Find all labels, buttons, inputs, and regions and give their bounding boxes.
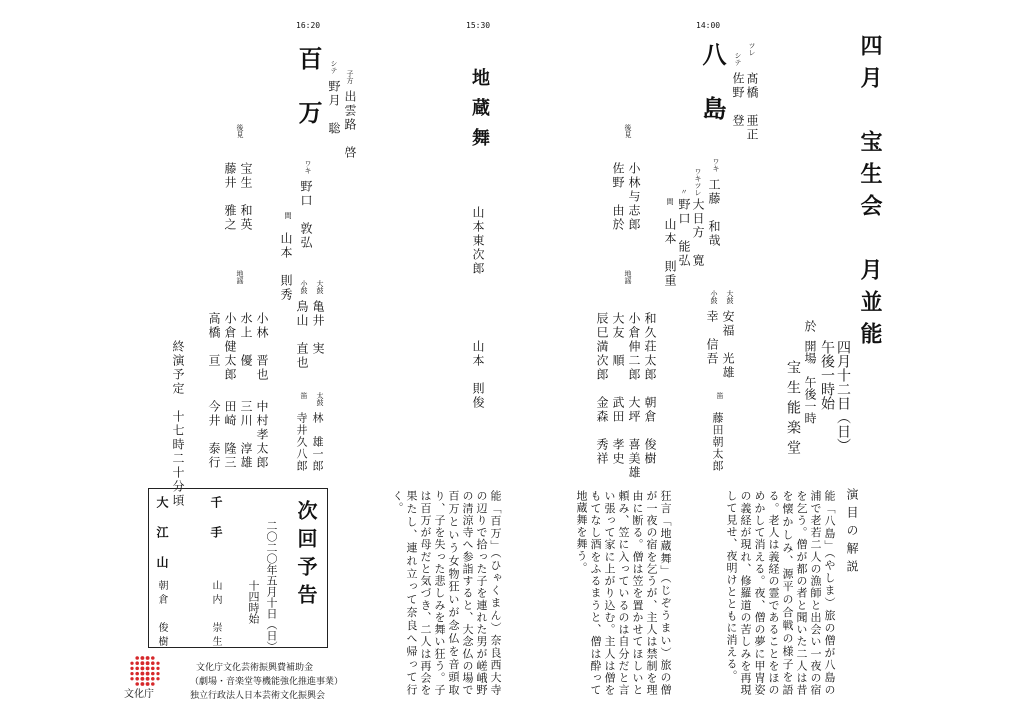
- play-title: 地蔵舞: [469, 68, 490, 158]
- logo-dot: [156, 672, 159, 675]
- program-sheet: 四月 宝生会 月並能 四月十二日（日） 午後一時始 開場 午後一時 於 宝生能楽堂 14:00 八島 ツレ 髙橋 亜正 シテ 佐野 登 ワキ 工藤 和哉 ワキツレ 大日方 寛 〃 野口 能弘 間 山本 則重 大鼓 安福 光雄 小鼓 幸 信吾 笛 藤田朝太郎 後見 小林与志郎 佐野 由於 地謡 和久荘太郎 小倉伸二郎 大友 順 辰巳満次郎 朝倉 俊樹 大坪 喜美雄 武田 孝史 金森 秀祥 15:30 地蔵舞 山本東次郎 山本 則俊 16:20 百万 子方 出雲路 啓 シテ 野月 聡 ワキ 野口 敦弘 間 山本 則秀 大鼓 亀井 実 小鼓 鳥山 直也 太鼓 林 雄一郎 笛 寺井久八郎 後見 宝生 和英 藤井 雅之 地謡 小林 晋也 水上 優 小倉健太郎 高橋 亘 中村孝太郎 三川 淳雄 田崎 隆三 今井 泰行 終演予定 十七時二十分頃 演目の解説 能「八島」（やしま）旅の僧が八島の浦で老若二人の漁師と出会い一夜の宿を乞う。僧が都の者と聞いた二人は昔を懐かしみ、源平の合戦の様子を語る。老人は義経の霊であることをほのめかして消える。夜、僧の夢に甲冑姿の義経が現れ、修羅道の苦しみを再現して見せ、夜明けとともに消える。 狂言「地蔵舞」（じぞうまい）旅の僧が一夜の宿を乞うが、主人は禁制を理由に断る。僧は笠を置かせてほしいと頼み、笠に入っているのは自分だと言い張って家に上がり込む。主人は僧をもてなし酒をふるまうと、僧は酔って地蔵舞を舞う。 能「百万」（ひゃくまん）奈良西大寺の辺りで拾った子を連れた男が嵯峨野の清涼寺へ参詣すると、大念仏の場で百万という女物狂いが念仏を音頭取り、子を失った悲しみを舞い狂う。子は百万が母だと気づき、二人は再会を果たし、連れ立って奈良へ帰って行く。 次回予告 二〇二〇年五月十日（日） 十四時始 千手 山内 崇生 大江山 朝倉 俊樹 文化庁 文化庁文化芸術振興費補助金 （劇場・音楽堂等機能強化推進事業） 独立行政法人日本芸術文化振興会: [0, 0, 1024, 724]
- kyogen-cast-2: 山本 則俊: [471, 340, 485, 410]
- logo-dot: [146, 666, 150, 670]
- bunkacho-logo-icon: [128, 654, 162, 688]
- cast-waki: 野口 敦弘: [299, 180, 313, 250]
- next-date: 二〇二〇年五月十日（日）: [265, 520, 278, 652]
- jiutai-4: 辰巳満次郎: [595, 312, 609, 382]
- cast-ai: 山本 則重: [663, 218, 677, 288]
- logo-dot: [140, 672, 144, 676]
- play-title: 百万: [294, 46, 322, 154]
- logo-dot: [146, 682, 150, 686]
- logo-dot: [130, 667, 133, 670]
- venue-prefix: 於: [803, 320, 817, 332]
- jiutai-5: 中村孝太郎: [255, 400, 269, 470]
- musician-kotsuzumi: 幸 信吾: [705, 310, 719, 366]
- next-play-2-shite: 朝倉 俊樹: [156, 580, 167, 650]
- event-venue: 宝生能楽堂: [785, 360, 801, 460]
- logo-dot: [151, 661, 155, 665]
- next-play-1-shite: 山内 崇生: [210, 580, 221, 650]
- cast-wakitsure-2: 野口 能弘: [677, 198, 691, 268]
- musician-fue: 藤田朝太郎: [711, 412, 724, 472]
- jiutai-3: 小倉健太郎: [223, 312, 237, 382]
- event-open: 開場 午後一時: [803, 340, 817, 424]
- logo-dot: [135, 656, 139, 660]
- jiutai-8: 今井 泰行: [207, 400, 221, 470]
- logo-dot: [140, 682, 144, 686]
- jiutai-7: 田崎 隆三: [223, 400, 237, 470]
- cast-shite: 野月 聡: [327, 80, 341, 136]
- jiutai-6: 三川 淳雄: [239, 400, 253, 470]
- jiutai-7: 武田 孝史: [611, 396, 625, 466]
- logo-dot: [130, 677, 133, 680]
- musician-otsuzumi: 亀井 実: [311, 300, 325, 356]
- sponsor-line-2: （劇場・音楽堂等機能強化推進事業）: [190, 677, 344, 687]
- sponsor-line-3: 独立行政法人日本芸術文化振興会: [190, 691, 326, 701]
- logo-dot: [146, 656, 150, 660]
- logo-dot: [156, 677, 159, 680]
- logo-dot: [156, 667, 159, 670]
- end-time: 終演予定 十七時二十分頃: [171, 340, 185, 508]
- logo-dot: [140, 656, 144, 660]
- description-jizomai: 狂言「地蔵舞」（じぞうまい）旅の僧が一夜の宿を乞うが、主人は禁制を理由に断る。僧は笠を置かせてほしいと頼み、笠に入っているのは自分だと言い張って家に上がり込む。主人は僧をもてなし酒をふるまうと、僧は酔って地蔵舞を舞う。: [575, 490, 672, 696]
- play-time: 14:00: [696, 21, 721, 30]
- koken-1: 小林与志郎: [627, 162, 641, 232]
- logo-dot: [140, 661, 144, 665]
- logo-dot: [151, 682, 155, 686]
- koken-2: 藤井 雅之: [223, 162, 237, 232]
- next-time: 十四時始: [247, 580, 260, 624]
- logo-dot: [140, 677, 144, 681]
- cast-shite: 佐野 登: [731, 72, 745, 128]
- jiutai-2: 水上 優: [239, 312, 253, 368]
- cast-tsure: 髙橋 亜正: [745, 72, 759, 142]
- musician-fue: 寺井久八郎: [295, 412, 308, 472]
- next-heading: 次回予告: [294, 500, 318, 612]
- logo-dot: [151, 656, 155, 660]
- logo-dot: [146, 661, 150, 665]
- kyogen-cast-1: 山本東次郎: [471, 206, 485, 276]
- sponsor-line-1: 文化庁文化芸術振興費補助金: [196, 663, 314, 673]
- jiutai-4: 高橋 亘: [207, 312, 221, 368]
- logo-dot: [135, 677, 139, 681]
- logo-dot: [146, 677, 150, 681]
- logo-dot: [146, 672, 150, 676]
- koken-1: 宝生 和英: [239, 162, 253, 232]
- jiutai-5: 朝倉 俊樹: [643, 396, 657, 466]
- jiutai-1: 小林 晋也: [255, 312, 269, 382]
- cast-kokata: 出雲路 啓: [343, 90, 357, 160]
- event-date: 四月十二日（日）: [835, 340, 851, 452]
- description-yashima: 能「八島」（やしま）旅の僧が八島の浦で老若二人の漁師と出会い一夜の宿を乞う。僧が都の者と聞いた二人は昔を懐かしみ、源平の合戦の様子を語る。老人は義経の霊であることをほのめかして消える。夜、僧の夢に甲冑姿の義経が現れ、修羅道の苦しみを再現して見せ、夜明けとともに消える。: [725, 490, 836, 696]
- logo-dot: [156, 662, 159, 665]
- jiutai-2: 小倉伸二郎: [627, 312, 641, 382]
- musician-otsuzumi: 安福 光雄: [721, 310, 735, 380]
- cast-ai: 山本 則秀: [279, 232, 293, 302]
- logo-dot: [151, 667, 155, 671]
- logo-dot: [130, 672, 133, 675]
- jiutai-1: 和久荘太郎: [643, 312, 657, 382]
- jiutai-8: 金森 秀祥: [595, 396, 609, 466]
- cast-waki: 工藤 和哉: [707, 178, 721, 248]
- play-time: 16:20: [296, 21, 321, 30]
- next-play-2: 大江山: [155, 496, 169, 586]
- musician-taiko: 林 雄一郎: [311, 412, 324, 472]
- next-play-1: 千手: [209, 496, 223, 556]
- koken-2: 佐野 由於: [611, 162, 625, 232]
- play-time: 15:30: [466, 21, 491, 30]
- logo-dot: [135, 682, 139, 686]
- section-head: 演目の解説: [845, 488, 859, 578]
- logo-dot: [135, 672, 139, 676]
- logo-dot: [151, 677, 155, 681]
- jiutai-3: 大友 順: [611, 312, 625, 368]
- musician-kotsuzumi: 鳥山 直也: [295, 300, 309, 370]
- jiutai-6: 大坪 喜美雄: [627, 396, 641, 480]
- cast-wakitsure: 大日方 寛: [691, 198, 705, 268]
- event-start: 午後一時始: [819, 340, 835, 410]
- event-title: 四月 宝生会 月並能: [857, 34, 882, 354]
- logo-dot: [135, 667, 139, 671]
- logo-label: 文化庁: [124, 689, 154, 700]
- play-title: 八島: [698, 42, 726, 150]
- logo-dot: [151, 672, 155, 676]
- logo-dot: [135, 661, 139, 665]
- logo-dot: [130, 662, 133, 665]
- description-hyakuman: 能「百万」（ひゃくまん）奈良西大寺の辺りで拾った子を連れた男が嵯峨野の清涼寺へ参詣すると、大念仏の場で百万という女物狂いが念仏を音頭取り、子を失った悲しみを舞い狂う。子は百万が母だと気づき、二人は再会を果たし、連れ立って奈良へ帰って行く。: [391, 490, 502, 696]
- logo-dot: [140, 666, 144, 670]
